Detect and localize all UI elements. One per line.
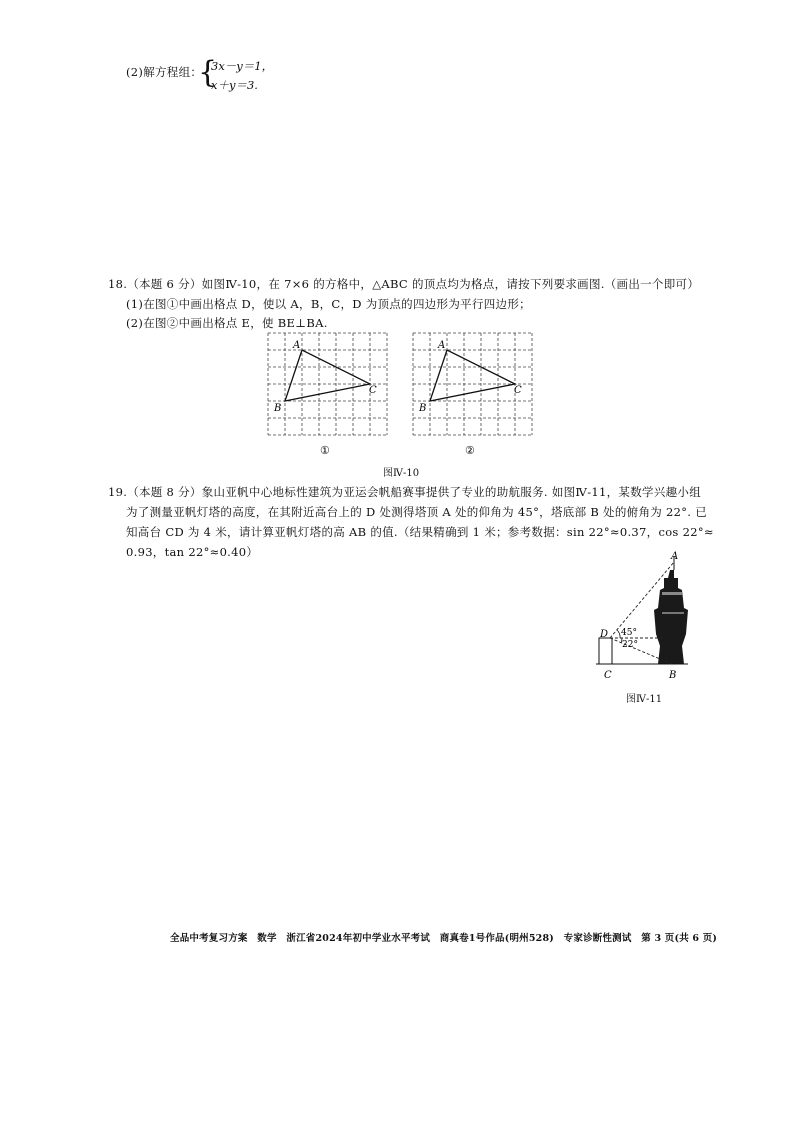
lighthouse-band-lower: [662, 612, 684, 614]
label-b: B: [669, 670, 677, 681]
q18-stem: 18.（本题 6 分）如图Ⅳ-10，在 7×6 的方格中，△ABC 的顶点均为格点，请按下列要求画图.（画出一个即可）: [108, 277, 700, 291]
lighthouse-tower: [654, 570, 688, 664]
q17-equation-1: 3x－y＝1，: [211, 59, 274, 73]
q17-equation-2: x＋y＝3.: [211, 78, 258, 92]
q19-stem-line-3: 知高台 CD 为 4 米，请计算亚帆灯塔的高 AB 的值.（结果精确到 1 米；参考数据：sin 22°≈0.37，cos 22°≈: [126, 525, 714, 539]
q17-prefix: (2)解方程组：: [126, 65, 203, 79]
angle-label-22: 22°: [622, 640, 638, 650]
label-b-2: B: [419, 403, 427, 414]
lighthouse-band: [662, 592, 682, 595]
system-brace: {: [198, 55, 218, 90]
label-c-2: C: [514, 385, 522, 396]
triangle-abc-1: [285, 350, 370, 401]
lighthouse-figure: [592, 548, 702, 688]
angle-arc-45: [617, 630, 620, 638]
label-a-1: A: [293, 340, 301, 351]
q18-part-1: (1)在图①中画出格点 D，使以 A，B，C，D 为顶点的四边形为平行四边形；: [126, 297, 531, 311]
grid-figure-2: [407, 330, 547, 460]
page-footer: 全品中考复习方案 数学 浙江省2024年初中学业水平考试 商真卷1号作品(明州528) 专家诊断性测试 第 3 页(共 6 页): [170, 933, 718, 944]
q19-stem-line-4: 0.93，tan 22°≈0.40）: [126, 545, 259, 559]
label-a-2: A: [438, 340, 446, 351]
label-c-1: C: [369, 385, 377, 396]
label-a: A: [671, 551, 679, 562]
platform-cd: [599, 638, 612, 664]
q19-stem-line-2: 为了测量亚帆灯塔的高度，在其附近高台上的 D 处测得塔顶 A 处的仰角为 45°，塔底部 B 处的俯角为 22°. 已: [126, 505, 707, 519]
figure-caption-11: 图Ⅳ-11: [626, 694, 663, 705]
grid-figure-1: [262, 330, 402, 460]
figure-caption-10: 图Ⅳ-10: [383, 468, 420, 479]
label-c: C: [604, 670, 612, 681]
grid-label-1: ①: [320, 444, 330, 457]
grid-label-2: ②: [465, 444, 475, 457]
angle-label-45: 45°: [621, 628, 637, 638]
q18-part-2: (2)在图②中画出格点 E，使 BE⊥BA.: [126, 316, 328, 330]
triangle-abc-2: [430, 350, 515, 401]
label-b-1: B: [274, 403, 282, 414]
label-d: D: [600, 629, 609, 640]
q19-stem-line-1: 19.（本题 8 分）象山亚帆中心地标性建筑为亚运会帆船赛事提供了专业的助航服务. 如图Ⅳ-11，某数学兴趣小组: [108, 485, 702, 499]
